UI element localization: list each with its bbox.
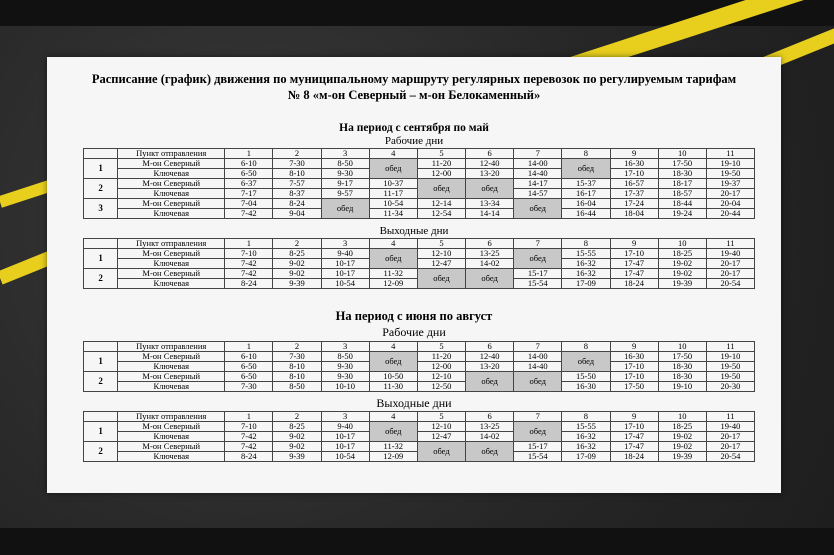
departure-stop: Ключевая [118,279,225,289]
departure-time-cell: 10-17 [321,432,369,442]
departure-time-cell: 12-09 [369,279,417,289]
departure-time-cell: 7-42 [225,432,273,442]
lunch-break-cell: обед [369,352,417,372]
header-blank [84,412,118,422]
departure-time-cell: 19-50 [706,362,754,372]
departure-time-cell: 16-30 [562,382,610,392]
departure-time-cell: 16-17 [562,189,610,199]
table-row [84,432,755,442]
departure-time-cell: 13-20 [466,169,514,179]
table-row [84,422,755,432]
departure-time-cell: 20-54 [706,452,754,462]
departure-time-cell: 17-47 [610,432,658,442]
departure-time-cell: 8-24 [225,279,273,289]
header-blank [84,239,118,249]
departure-time-cell: 12-10 [417,422,465,432]
departure-time-cell: 7-10 [225,422,273,432]
departure-time-cell: 16-04 [562,199,610,209]
departure-time-cell: 12-54 [417,209,465,219]
departure-time-cell: 12-09 [369,452,417,462]
departure-time-cell: 17-09 [562,452,610,462]
lunch-break-cell: обед [321,199,369,219]
header-trip-number: 2 [273,342,321,352]
header-trip-number: 7 [514,412,562,422]
departure-time-cell: 9-30 [321,169,369,179]
bus-number: 2 [84,269,118,289]
table-row [84,259,755,269]
departure-time-cell: 10-37 [369,179,417,189]
departure-stop: М-он Северный [118,422,225,432]
header-trip-number: 9 [610,239,658,249]
departure-stop: Ключевая [118,259,225,269]
departure-time-cell: 19-39 [658,279,706,289]
departure-stop: М-он Северный [118,179,225,189]
departure-time-cell: 6-50 [225,372,273,382]
departure-time-cell: 19-10 [706,352,754,362]
lunch-break-cell: обед [514,199,562,219]
caption-weekend-1: Выходные дни [379,225,449,237]
departure-time-cell: 15-17 [514,269,562,279]
departure-time-cell: 16-44 [562,209,610,219]
header-departure-point: Пункт отправления [118,149,225,159]
departure-time-cell: 12-00 [417,362,465,372]
departure-time-cell: 17-10 [610,422,658,432]
header-trip-number: 11 [706,239,754,249]
period-heading-sep-may: На период с сентября по май [339,122,489,134]
departure-time-cell: 20-30 [706,382,754,392]
departure-time-cell: 10-17 [321,442,369,452]
bus-number: 1 [84,249,118,269]
table-row [84,169,755,179]
header-trip-number: 11 [706,342,754,352]
bus-number: 1 [84,159,118,179]
departure-time-cell: 19-24 [658,209,706,219]
departure-time-cell: 19-39 [658,452,706,462]
departure-time-cell: 9-17 [321,179,369,189]
bottom-letterbox [0,528,834,555]
departure-time-cell: 14-00 [514,352,562,362]
header-trip-number: 6 [466,239,514,249]
table-row [84,159,755,169]
departure-time-cell: 7-04 [225,199,273,209]
departure-time-cell: 12-50 [417,382,465,392]
departure-time-cell: 9-57 [321,189,369,199]
departure-stop: Ключевая [118,169,225,179]
departure-time-cell: 8-10 [273,372,321,382]
departure-time-cell: 15-55 [562,422,610,432]
lunch-break-cell: обед [562,352,610,372]
lunch-break-cell: обед [417,269,465,289]
departure-time-cell: 7-10 [225,249,273,259]
departure-time-cell: 15-54 [514,452,562,462]
departure-time-cell: 6-10 [225,352,273,362]
departure-time-cell: 19-37 [706,179,754,189]
departure-time-cell: 7-42 [225,269,273,279]
header-trip-number: 7 [514,149,562,159]
departure-time-cell: 16-32 [562,432,610,442]
departure-time-cell: 19-10 [658,382,706,392]
header-trip-number: 7 [514,342,562,352]
departure-time-cell: 18-44 [658,199,706,209]
departure-time-cell: 14-40 [514,169,562,179]
departure-time-cell: 8-50 [321,159,369,169]
departure-stop: Ключевая [118,452,225,462]
departure-time-cell: 20-17 [706,259,754,269]
departure-time-cell: 17-10 [610,249,658,259]
departure-time-cell: 10-10 [321,382,369,392]
departure-time-cell: 9-02 [273,442,321,452]
header-trip-number: 3 [321,412,369,422]
departure-time-cell: 9-39 [273,279,321,289]
departure-time-cell: 11-30 [369,382,417,392]
lunch-break-cell: обед [466,269,514,289]
header-departure-point: Пункт отправления [118,412,225,422]
departure-time-cell: 7-30 [273,159,321,169]
departure-time-cell: 13-20 [466,362,514,372]
departure-stop: Ключевая [118,382,225,392]
departure-stop: Ключевая [118,209,225,219]
departure-time-cell: 7-42 [225,442,273,452]
departure-time-cell: 16-30 [610,159,658,169]
departure-time-cell: 7-42 [225,259,273,269]
departure-time-cell: 9-30 [321,372,369,382]
header-trip-number: 10 [658,239,706,249]
departure-time-cell: 18-30 [658,362,706,372]
header-trip-number: 9 [610,342,658,352]
departure-time-cell: 12-40 [466,352,514,362]
document-title-line1: Расписание (график) движения по муниципальному маршруту регулярных перевозок по регулируемым тарифам [91,72,737,86]
departure-time-cell: 19-02 [658,269,706,279]
departure-time-cell: 18-24 [610,279,658,289]
departure-time-cell: 8-10 [273,362,321,372]
header-trip-number: 1 [225,412,273,422]
departure-time-cell: 18-30 [658,169,706,179]
departure-stop: Ключевая [118,432,225,442]
departure-time-cell: 17-47 [610,259,658,269]
departure-time-cell: 11-20 [417,159,465,169]
header-trip-number: 3 [321,342,369,352]
departure-time-cell: 20-44 [706,209,754,219]
departure-time-cell: 17-47 [610,442,658,452]
lunch-break-cell: обед [369,159,417,179]
departure-time-cell: 16-32 [562,259,610,269]
departure-time-cell: 13-34 [466,199,514,209]
departure-time-cell: 17-50 [658,159,706,169]
header-trip-number: 8 [562,412,610,422]
table-row [84,179,755,189]
header-trip-number: 4 [369,149,417,159]
departure-time-cell: 6-37 [225,179,273,189]
departure-time-cell: 12-47 [417,432,465,442]
departure-time-cell: 9-40 [321,422,369,432]
departure-time-cell: 14-00 [514,159,562,169]
bus-number: 2 [84,442,118,462]
departure-time-cell: 9-04 [273,209,321,219]
table-header-row [84,412,755,422]
departure-time-cell: 19-50 [706,372,754,382]
departure-time-cell: 17-10 [610,372,658,382]
departure-time-cell: 11-34 [369,209,417,219]
departure-stop: М-он Северный [118,372,225,382]
table-row [84,372,755,382]
departure-stop: М-он Северный [118,199,225,209]
lunch-break-cell: обед [514,422,562,442]
header-trip-number: 6 [466,342,514,352]
table-row [84,209,755,219]
departure-time-cell: 20-17 [706,442,754,452]
departure-time-cell: 20-17 [706,269,754,279]
departure-time-cell: 18-25 [658,249,706,259]
lunch-break-cell: обед [514,372,562,392]
caption-weekdays-1: Рабочие дни [384,135,444,147]
table-row [84,352,755,362]
header-trip-number: 2 [273,149,321,159]
header-blank [84,342,118,352]
departure-time-cell: 8-10 [273,169,321,179]
header-blank [84,149,118,159]
lunch-break-cell: обед [369,249,417,269]
departure-stop: Ключевая [118,189,225,199]
lunch-break-cell: обед [562,159,610,179]
caption-weekend-2: Выходные дни [376,396,452,410]
departure-time-cell: 16-32 [562,442,610,452]
departure-time-cell: 19-10 [706,159,754,169]
departure-time-cell: 8-50 [273,382,321,392]
departure-time-cell: 11-32 [369,442,417,452]
departure-time-cell: 19-40 [706,422,754,432]
lunch-break-cell: обед [514,249,562,269]
header-trip-number: 5 [417,149,465,159]
departure-time-cell: 7-30 [225,382,273,392]
table-header-row [84,239,755,249]
departure-time-cell: 13-25 [466,249,514,259]
departure-time-cell: 14-02 [466,432,514,442]
departure-stop: М-он Северный [118,269,225,279]
departure-time-cell: 7-17 [225,189,273,199]
departure-time-cell: 18-24 [610,452,658,462]
departure-time-cell: 14-02 [466,259,514,269]
lunch-break-cell: обед [466,372,514,392]
departure-time-cell: 15-17 [514,442,562,452]
departure-time-cell: 18-17 [658,179,706,189]
departure-time-cell: 16-30 [610,352,658,362]
table-row [84,362,755,372]
departure-time-cell: 12-47 [417,259,465,269]
departure-time-cell: 20-04 [706,199,754,209]
header-trip-number: 5 [417,342,465,352]
departure-time-cell: 18-30 [658,372,706,382]
bus-number: 3 [84,199,118,219]
departure-time-cell: 6-50 [225,169,273,179]
table-header-row [84,149,755,159]
header-trip-number: 2 [273,239,321,249]
departure-time-cell: 8-37 [273,189,321,199]
departure-time-cell: 12-10 [417,372,465,382]
departure-time-cell: 10-54 [369,199,417,209]
departure-time-cell: 17-10 [610,169,658,179]
departure-time-cell: 8-24 [225,452,273,462]
header-trip-number: 6 [466,149,514,159]
departure-time-cell: 16-32 [562,269,610,279]
departure-time-cell: 7-42 [225,209,273,219]
departure-time-cell: 8-25 [273,249,321,259]
departure-time-cell: 10-17 [321,259,369,269]
departure-time-cell: 12-00 [417,169,465,179]
header-trip-number: 8 [562,149,610,159]
departure-time-cell: 11-17 [369,189,417,199]
header-departure-point: Пункт отправления [118,342,225,352]
header-trip-number: 8 [562,239,610,249]
departure-stop: М-он Северный [118,352,225,362]
header-trip-number: 3 [321,239,369,249]
departure-time-cell: 17-50 [658,352,706,362]
departure-time-cell: 11-32 [369,269,417,279]
header-trip-number: 11 [706,412,754,422]
departure-time-cell: 12-40 [466,159,514,169]
departure-time-cell: 17-47 [610,269,658,279]
departure-time-cell: 19-02 [658,442,706,452]
lunch-break-cell: обед [417,442,465,462]
departure-stop: Ключевая [118,362,225,372]
header-trip-number: 4 [369,342,417,352]
caption-weekdays-2: Рабочие дни [382,325,446,339]
header-trip-number: 2 [273,412,321,422]
table-row [84,442,755,452]
table-sep-may-weekend [83,238,755,289]
departure-time-cell: 19-40 [706,249,754,259]
departure-time-cell: 20-17 [706,189,754,199]
departure-time-cell: 13-25 [466,422,514,432]
departure-stop: М-он Северный [118,442,225,452]
table-row [84,249,755,259]
table-sep-may-weekdays [83,148,755,219]
header-trip-number: 5 [417,412,465,422]
bus-number: 2 [84,179,118,199]
bus-number: 2 [84,372,118,392]
departure-time-cell: 14-14 [466,209,514,219]
departure-time-cell: 8-25 [273,422,321,432]
departure-time-cell: 18-25 [658,422,706,432]
departure-time-cell: 7-30 [273,352,321,362]
departure-time-cell: 15-55 [562,249,610,259]
departure-time-cell: 9-40 [321,249,369,259]
header-trip-number: 10 [658,149,706,159]
departure-time-cell: 19-02 [658,432,706,442]
departure-time-cell: 10-50 [369,372,417,382]
departure-time-cell: 17-09 [562,279,610,289]
departure-time-cell: 14-17 [514,179,562,189]
departure-stop: М-он Северный [118,249,225,259]
departure-time-cell: 9-02 [273,432,321,442]
period-heading-jun-aug: На период с июня по август [335,309,493,323]
departure-time-cell: 18-04 [610,209,658,219]
departure-time-cell: 17-10 [610,362,658,372]
header-trip-number: 10 [658,412,706,422]
departure-time-cell: 7-57 [273,179,321,189]
header-trip-number: 4 [369,412,417,422]
table-header-row [84,342,755,352]
header-trip-number: 1 [225,342,273,352]
table-jun-aug-weekdays [83,341,755,392]
document-title-line2: № 8 «м-он Северный – м-он Белокаменный» [287,88,541,102]
departure-time-cell: 17-50 [610,382,658,392]
header-trip-number: 5 [417,239,465,249]
departure-time-cell: 10-54 [321,279,369,289]
departure-time-cell: 17-37 [610,189,658,199]
departure-time-cell: 10-17 [321,269,369,279]
departure-time-cell: 15-37 [562,179,610,189]
table-row [84,382,755,392]
departure-time-cell: 8-50 [321,352,369,362]
header-trip-number: 6 [466,412,514,422]
departure-time-cell: 15-54 [514,279,562,289]
header-trip-number: 4 [369,239,417,249]
departure-time-cell: 20-17 [706,432,754,442]
departure-time-cell: 6-10 [225,159,273,169]
table-jun-aug-weekend [83,411,755,462]
bus-number: 1 [84,422,118,442]
header-trip-number: 8 [562,342,610,352]
departure-time-cell: 16-57 [610,179,658,189]
departure-time-cell: 19-50 [706,169,754,179]
departure-time-cell: 19-02 [658,259,706,269]
departure-time-cell: 9-39 [273,452,321,462]
departure-time-cell: 9-02 [273,259,321,269]
header-trip-number: 3 [321,149,369,159]
departure-time-cell: 20-54 [706,279,754,289]
departure-stop: М-он Северный [118,159,225,169]
departure-time-cell: 6-50 [225,362,273,372]
departure-time-cell: 10-54 [321,452,369,462]
schedule-document [47,57,781,493]
header-trip-number: 7 [514,239,562,249]
header-trip-number: 10 [658,342,706,352]
header-departure-point: Пункт отправления [118,239,225,249]
header-trip-number: 1 [225,149,273,159]
lunch-break-cell: обед [417,179,465,199]
lunch-break-cell: обед [466,442,514,462]
header-trip-number: 9 [610,149,658,159]
departure-time-cell: 12-10 [417,249,465,259]
departure-time-cell: 14-57 [514,189,562,199]
header-trip-number: 11 [706,149,754,159]
departure-time-cell: 12-14 [417,199,465,209]
lunch-break-cell: обед [369,422,417,442]
departure-time-cell: 11-20 [417,352,465,362]
departure-time-cell: 14-40 [514,362,562,372]
bus-number: 1 [84,352,118,372]
departure-time-cell: 9-02 [273,269,321,279]
header-trip-number: 9 [610,412,658,422]
header-trip-number: 1 [225,239,273,249]
lunch-break-cell: обед [466,179,514,199]
table-row [84,199,755,209]
departure-time-cell: 18-57 [658,189,706,199]
departure-time-cell: 8-24 [273,199,321,209]
departure-time-cell: 9-30 [321,362,369,372]
departure-time-cell: 15-50 [562,372,610,382]
departure-time-cell: 17-24 [610,199,658,209]
table-row [84,269,755,279]
